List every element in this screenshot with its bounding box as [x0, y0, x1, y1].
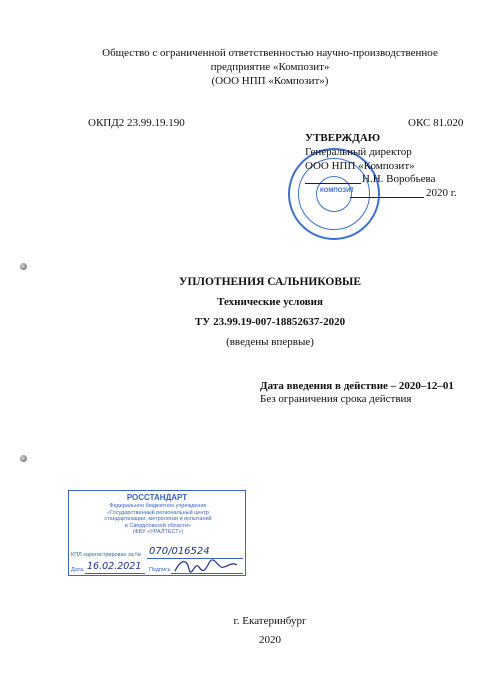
punch-hole-bottom [20, 455, 27, 462]
stamp-line-4: в Свердловской области» [124, 522, 192, 529]
city: г. Екатеринбург [233, 615, 307, 627]
stamp-sign-label: Подпись [149, 567, 171, 573]
document-subtitle: Технические условия [217, 296, 323, 308]
seal-center-text: КОМПОЗИТ [320, 188, 355, 194]
okpd-code: ОКПД2 23.99.19.190 [88, 117, 185, 129]
document-code: ТУ 23.99.19-007-18852637-2020 [194, 316, 346, 328]
oks-code: ОКС 81.020 [408, 117, 464, 129]
stamp-sign-rule [171, 573, 243, 574]
stamp-header: РОССТАНДАРТ [126, 493, 188, 502]
stamp-line-3: стандартизации, метрологии и испытаний [104, 516, 212, 523]
approval-line-name: Н.Н. Воробьева [362, 173, 436, 185]
stamp-date-rule [85, 573, 145, 574]
approval-line-position: Генеральный директор [305, 146, 412, 158]
signature-line [305, 183, 361, 184]
approval-line-company: ООО НПП «Композит» [305, 160, 415, 172]
punch-hole-top [20, 263, 27, 270]
stamp-body [73, 503, 243, 536]
approval-title: УТВЕРЖДАЮ [305, 132, 381, 144]
org-name-line3: (ООО НПП «Композит») [211, 75, 329, 87]
approval-line-year: 2020 г. [426, 187, 457, 199]
stamp-line-5: (ФБУ «УРАЛТЕСТ») [132, 529, 184, 536]
stamp-signature [173, 555, 239, 575]
document-title: УПЛОТНЕНИЯ САЛЬНИКОВЫЕ [179, 276, 361, 288]
org-name-line2: предприятие «Композит» [210, 61, 330, 73]
date-line [350, 197, 424, 198]
stamp-line-2: «Государственный региональный центр [107, 509, 209, 516]
stamp-date-label: Дата [71, 567, 84, 573]
stamp-reg-number: 070/016524 [149, 546, 210, 557]
registration-stamp [68, 490, 246, 576]
validity-term: Без ограничения срока действия [260, 393, 412, 405]
stamp-reg-label: КПЛ зарегистрирован за № [71, 552, 142, 558]
org-name-line1: Общество с ограниченной ответственностью научно-производственное [102, 47, 438, 59]
document-note: (введены впервые) [226, 336, 314, 348]
stamp-date-value: 16.02.2021 [87, 561, 142, 572]
stamp-line-1: Федеральное бюджетное учреждение [109, 503, 207, 509]
effective-date: Дата введения в действие – 2020–12–01 [260, 380, 454, 392]
year: 2020 [259, 634, 281, 646]
